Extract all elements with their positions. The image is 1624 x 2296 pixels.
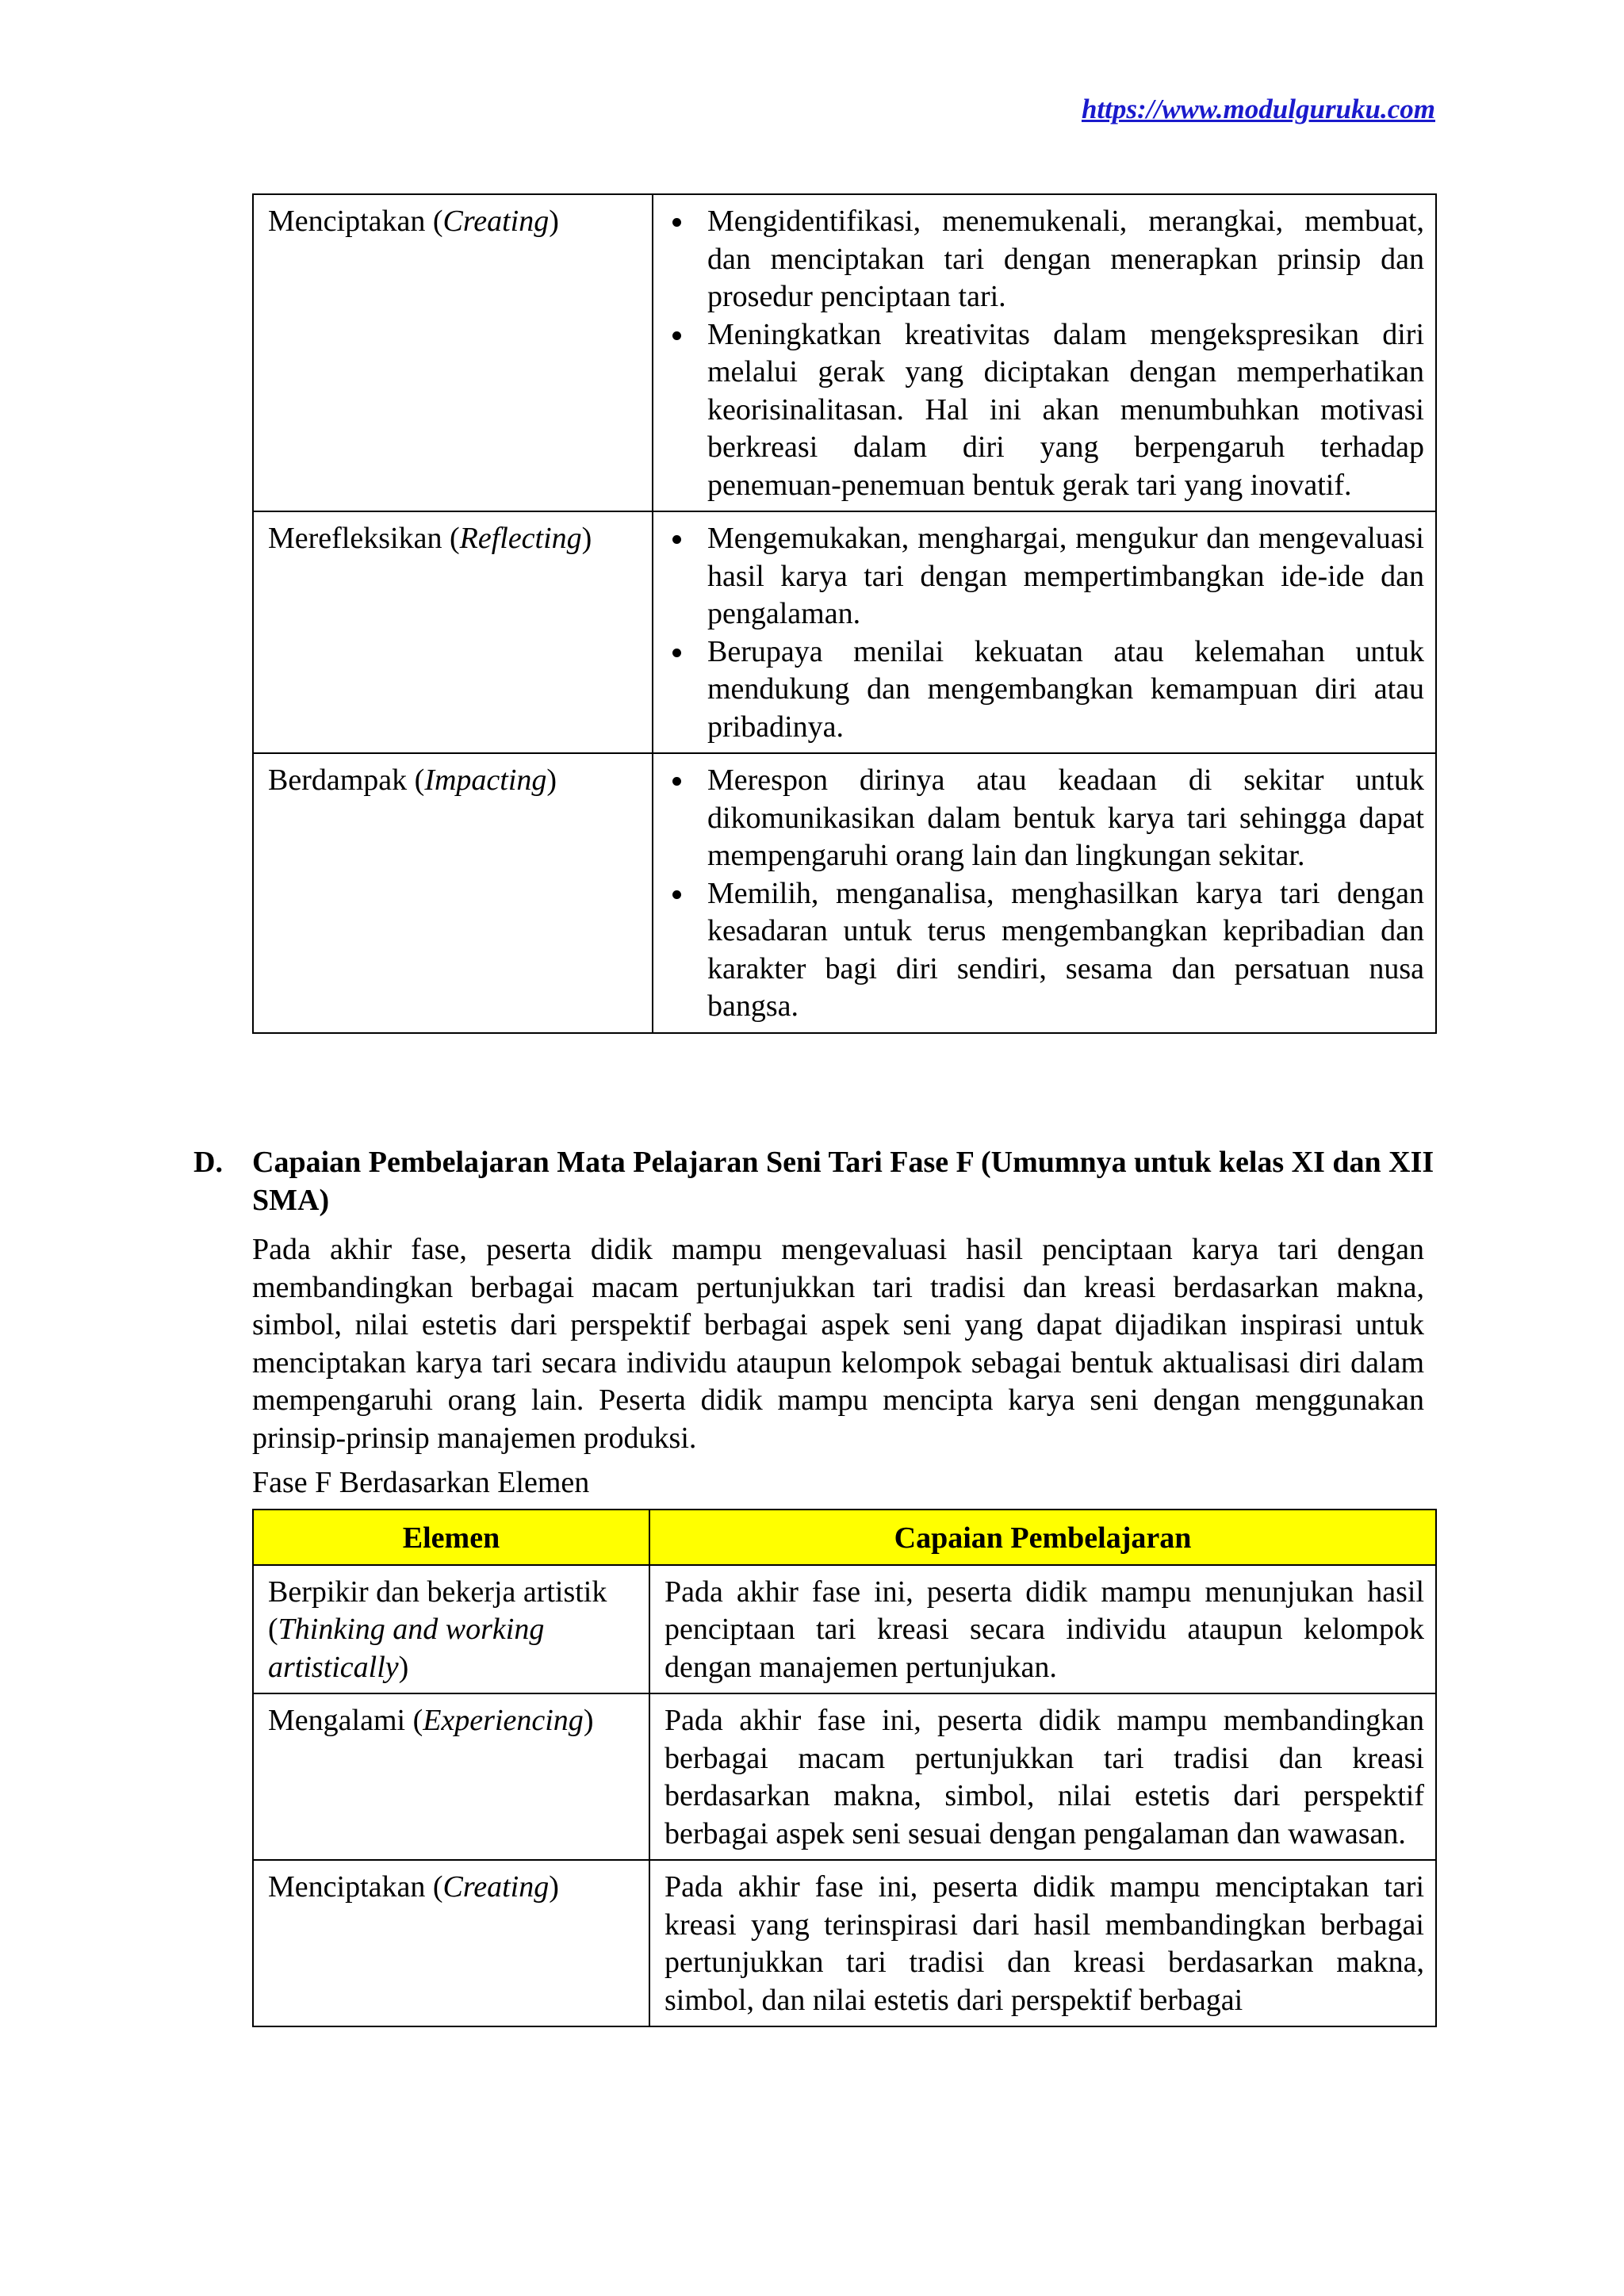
bullet-item: Mengemukakan, menghargai, mengukur dan mengevaluasi hasil karya tari dengan mempertimbangkan ide-ide dan pengalaman. [668,520,1424,633]
elements-table-continued [252,193,1437,1034]
table-row [253,1860,1436,2026]
table-row [253,511,1436,753]
element-cell: Berdampak (Impacting) [253,753,653,1033]
element-cell: Menciptakan (Creating) [253,1860,649,2026]
site-url-link[interactable]: https://www.modulguruku.com [1081,94,1435,124]
section-heading [193,1144,1437,1219]
bullet-item: Berupaya menilai kekuatan atau kelemahan untuk mendukung dan mengembangkan kemampuan diri atau pribadinya. [668,633,1424,747]
bullet-item: Mengidentifikasi, menemukenali, merangkai, membuat, dan menciptakan tari dengan menerapkan prinsip dan prosedur penciptaan tari. [668,203,1424,316]
table-row [253,194,1436,511]
element-cell: Mengalami (Experiencing) [253,1693,649,1860]
bullet-item: Merespon dirinya atau keadaan di sekitar untuk dikomunikasikan dalam bentuk karya tari sehingga dapat mempengaruhi orang lain dan lingkungan sekitar. [668,762,1424,875]
section-paragraph: Pada akhir fase, peserta didik mampu mengevaluasi hasil penciptaan karya tari dengan membandingkan berbagai macam pertunjukkan tari tradisi dan kreasi berdasarkan makna, simbol, nilai estetis dari perspektif berbagai aspek seni yang dapat dijadikan inspirasi untuk menciptakan karya tari secara individu ataupun kelompok sebagai bentuk aktualisasi diri dalam mempengaruhi orang lain. Peserta didik mampu mencipta karya seni dengan menggunakan prinsip-prinsip manajemen produksi. [252,1233,1424,1455]
table-row [253,1693,1436,1860]
element-cell: Menciptakan (Creating) [253,194,653,511]
element-cell: Berpikir dan bekerja artistik (Thinking and working artistically) [253,1565,649,1694]
bullet-item: Memilih, menganalisa, menghasilkan karya tari dengan kesadaran untuk terus mengembangkan kepribadian dan karakter bagi diri sendiri, sesama dan persatuan nusa bangsa. [668,875,1424,1026]
description-cell [653,511,1436,753]
description-cell [653,753,1436,1033]
table-row [253,753,1436,1033]
table-caption: Fase F Berdasarkan Elemen [252,1466,590,1499]
element-cell: Merefleksikan (Reflecting) [253,511,653,753]
section-title: Capaian Pembelajaran Mata Pelajaran Seni Tari Fase F (Umumnya untuk kelas XI dan XII SMA) [252,1146,1434,1217]
table-row [253,1565,1436,1694]
section-letter: D. [193,1146,223,1179]
phase-f-elements-table [252,1509,1437,2027]
bullet-item: Meningkatkan kreativitas dalam mengekspresikan diri melalui gerak yang diciptakan dengan memperhatikan keorisinalitasan. Hal ini akan menumbuhkan motivasi berkreasi dalam diri yang berpengaruh terhadap penemuan-penemuan bentuk gerak tari yang inovatif. [668,316,1424,505]
table-header-row [253,1510,1436,1565]
column-header-achievement: Capaian Pembelajaran [649,1510,1436,1565]
description-cell [653,194,1436,511]
description-cell: Pada akhir fase ini, peserta didik mampu menciptakan tari kreasi yang terinspirasi dari hasil membandingkan berbagai pertunjukkan tari tradisi dan kreasi berdasarkan makna, simbol, dan nilai estetis dari perspektif berbagai [649,1860,1436,2026]
column-header-element: Elemen [253,1510,649,1565]
description-cell: Pada akhir fase ini, peserta didik mampu menunjukan hasil penciptaan tari kreasi secara individu ataupun kelompok dengan manajemen pertunjukan. [649,1565,1436,1694]
description-cell: Pada akhir fase ini, peserta didik mampu membandingkan berbagai macam pertunjukkan tari tradisi dan kreasi berdasarkan makna, simbol, nilai estetis dari perspektif berbagai aspek seni sesuai dengan pengalaman dan wawasan. [649,1693,1436,1860]
